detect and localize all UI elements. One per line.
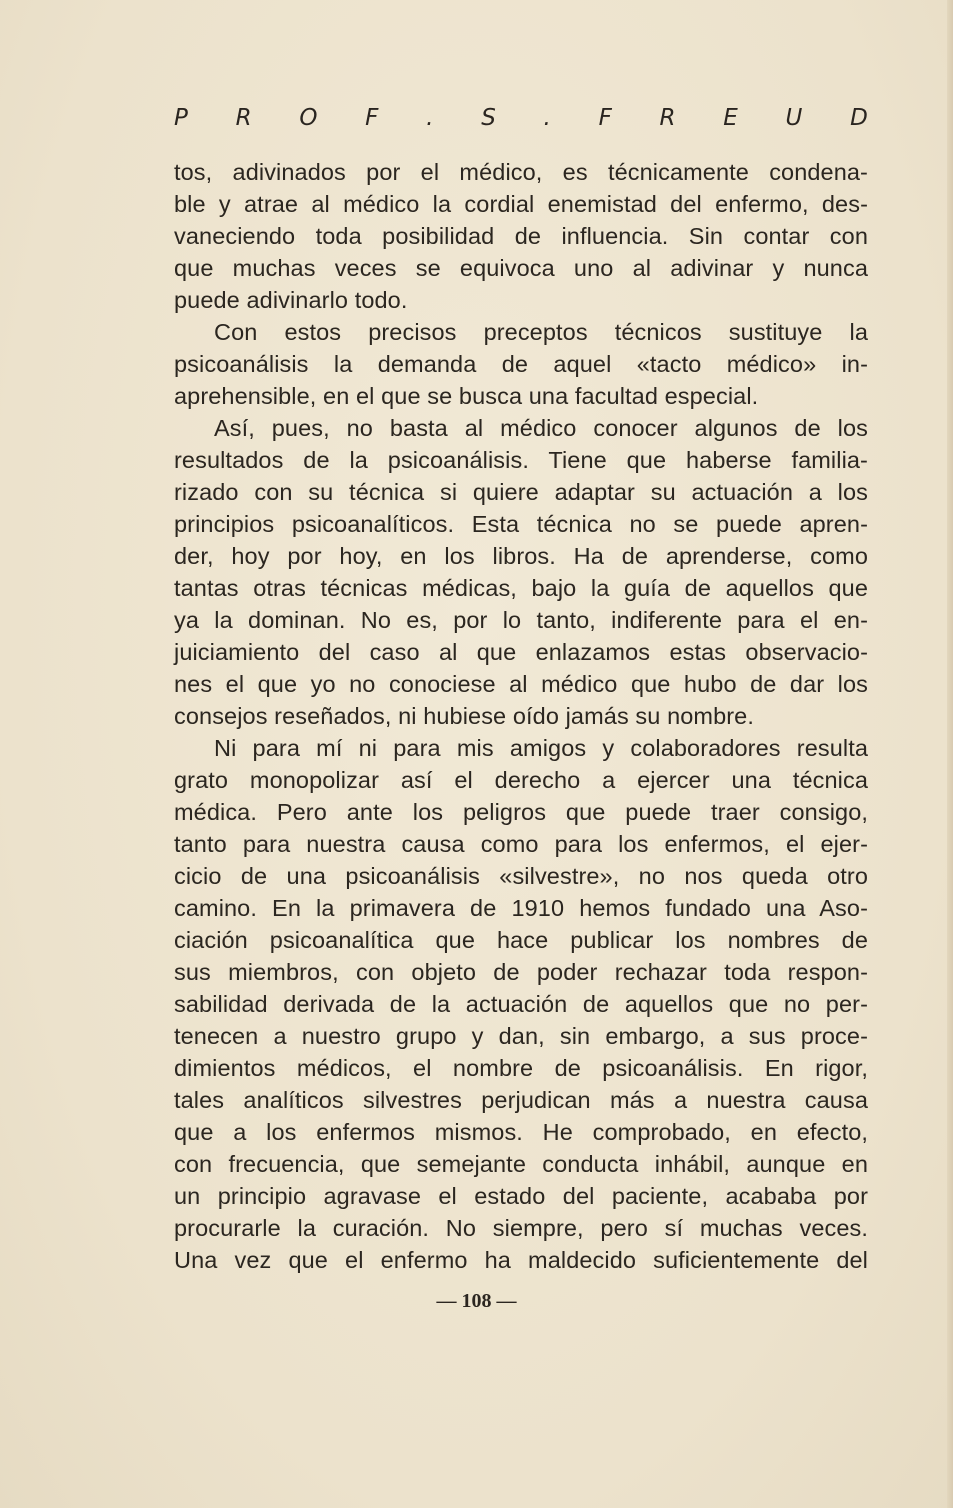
running-head-letter: E xyxy=(723,105,738,131)
text-line: aprehensible, en el que se busca una facultad especial. xyxy=(174,383,759,409)
text-line: principios psicoanalíticos. Esta técnica no se puede apren- xyxy=(174,511,868,537)
text-line: Una vez que el enfermo ha maldecido suficientemente del xyxy=(174,1247,868,1273)
text-line: ciación psicoanalítica que hace publicar los nombres de xyxy=(174,927,868,953)
text-line: ya la dominan. No es, por lo tanto, indiferente para el en- xyxy=(174,607,868,633)
text-line: procurarle la curación. No siempre, pero sí muchas veces. xyxy=(174,1215,868,1241)
text-line: que a los enfermos mismos. He comprobado, en efecto, xyxy=(174,1119,868,1145)
text-line: sus miembros, con objeto de poder rechazar toda respon- xyxy=(174,959,868,985)
text-line: nes el que yo no conociese al médico que hubo de dar los xyxy=(174,671,868,697)
page-number: — 108 — xyxy=(436,1290,517,1312)
page-edge xyxy=(947,0,953,1508)
running-head-letter: . xyxy=(543,105,551,131)
running-head xyxy=(174,98,868,138)
text-line: cicio de una psicoanálisis «silvestre», no nos queda otro xyxy=(174,863,868,889)
text-line: tanto para nuestra causa como para los enfermos, el ejer- xyxy=(174,831,868,857)
running-head-letter: F xyxy=(365,105,379,131)
running-head-letter: F xyxy=(598,105,612,131)
text-line: consejos reseñados, ni hubiese oído jamás su nombre. xyxy=(174,703,754,729)
running-head-letter: O xyxy=(299,105,318,131)
text-line: dimientos médicos, el nombre de psicoanálisis. En rigor, xyxy=(174,1055,868,1081)
text-line: puede adivinarlo todo. xyxy=(174,287,408,313)
text-line: tos, adivinados por el médico, es técnicamente condena- xyxy=(174,159,868,185)
text-line: tenecen a nuestro grupo y dan, sin embargo, a sus proce- xyxy=(174,1023,868,1049)
running-head-letter: P xyxy=(174,105,188,131)
text-line: con frecuencia, que semejante conducta inhábil, aunque en xyxy=(174,1151,868,1177)
running-head-letter: . xyxy=(426,105,434,131)
running-head-letter: U xyxy=(785,105,803,131)
text-line: un principio agravase el estado del paciente, acababa por xyxy=(174,1183,868,1209)
running-head-letter: R xyxy=(235,105,252,131)
text-line: que muchas veces se equivoca uno al adivinar y nunca xyxy=(174,255,868,281)
text-line: juiciamiento del caso al que enlazamos estas observacio- xyxy=(174,639,868,665)
text-line: tales analíticos silvestres perjudican más a nuestra causa xyxy=(174,1087,868,1113)
text-line: rizado con su técnica si quiere adaptar su actuación a los xyxy=(174,479,868,505)
text-line: Con estos precisos preceptos técnicos sustituye la xyxy=(214,319,868,345)
text-line: vaneciendo toda posibilidad de influencia. Sin contar con xyxy=(174,223,868,249)
text-line: ble y atrae al médico la cordial enemistad del enfermo, des- xyxy=(174,191,868,217)
text-line: der, hoy por hoy, en los libros. Ha de aprenderse, como xyxy=(174,543,868,569)
running-head-letter: S xyxy=(481,105,496,131)
text-line: médica. Pero ante los peligros que puede traer consigo, xyxy=(174,799,868,825)
text-line: Ni para mí ni para mis amigos y colaboradores resulta xyxy=(214,735,868,761)
running-head-letter: R xyxy=(659,105,676,131)
text-line: camino. En la primavera de 1910 hemos fundado una Aso- xyxy=(174,895,868,921)
text-line: psicoanálisis la demanda de aquel «tacto médico» in- xyxy=(174,351,868,377)
text-line: Así, pues, no basta al médico conocer algunos de los xyxy=(214,415,868,441)
running-head-letter: D xyxy=(850,105,868,131)
body-text xyxy=(174,156,868,1276)
text-line: grato monopolizar así el derecho a ejercer una técnica xyxy=(174,767,868,793)
text-line: resultados de la psicoanálisis. Tiene que haberse familia- xyxy=(174,447,868,473)
text-line: sabilidad derivada de la actuación de aquellos que no per- xyxy=(174,991,868,1017)
text-line: tantas otras técnicas médicas, bajo la guía de aquellos que xyxy=(174,575,868,601)
